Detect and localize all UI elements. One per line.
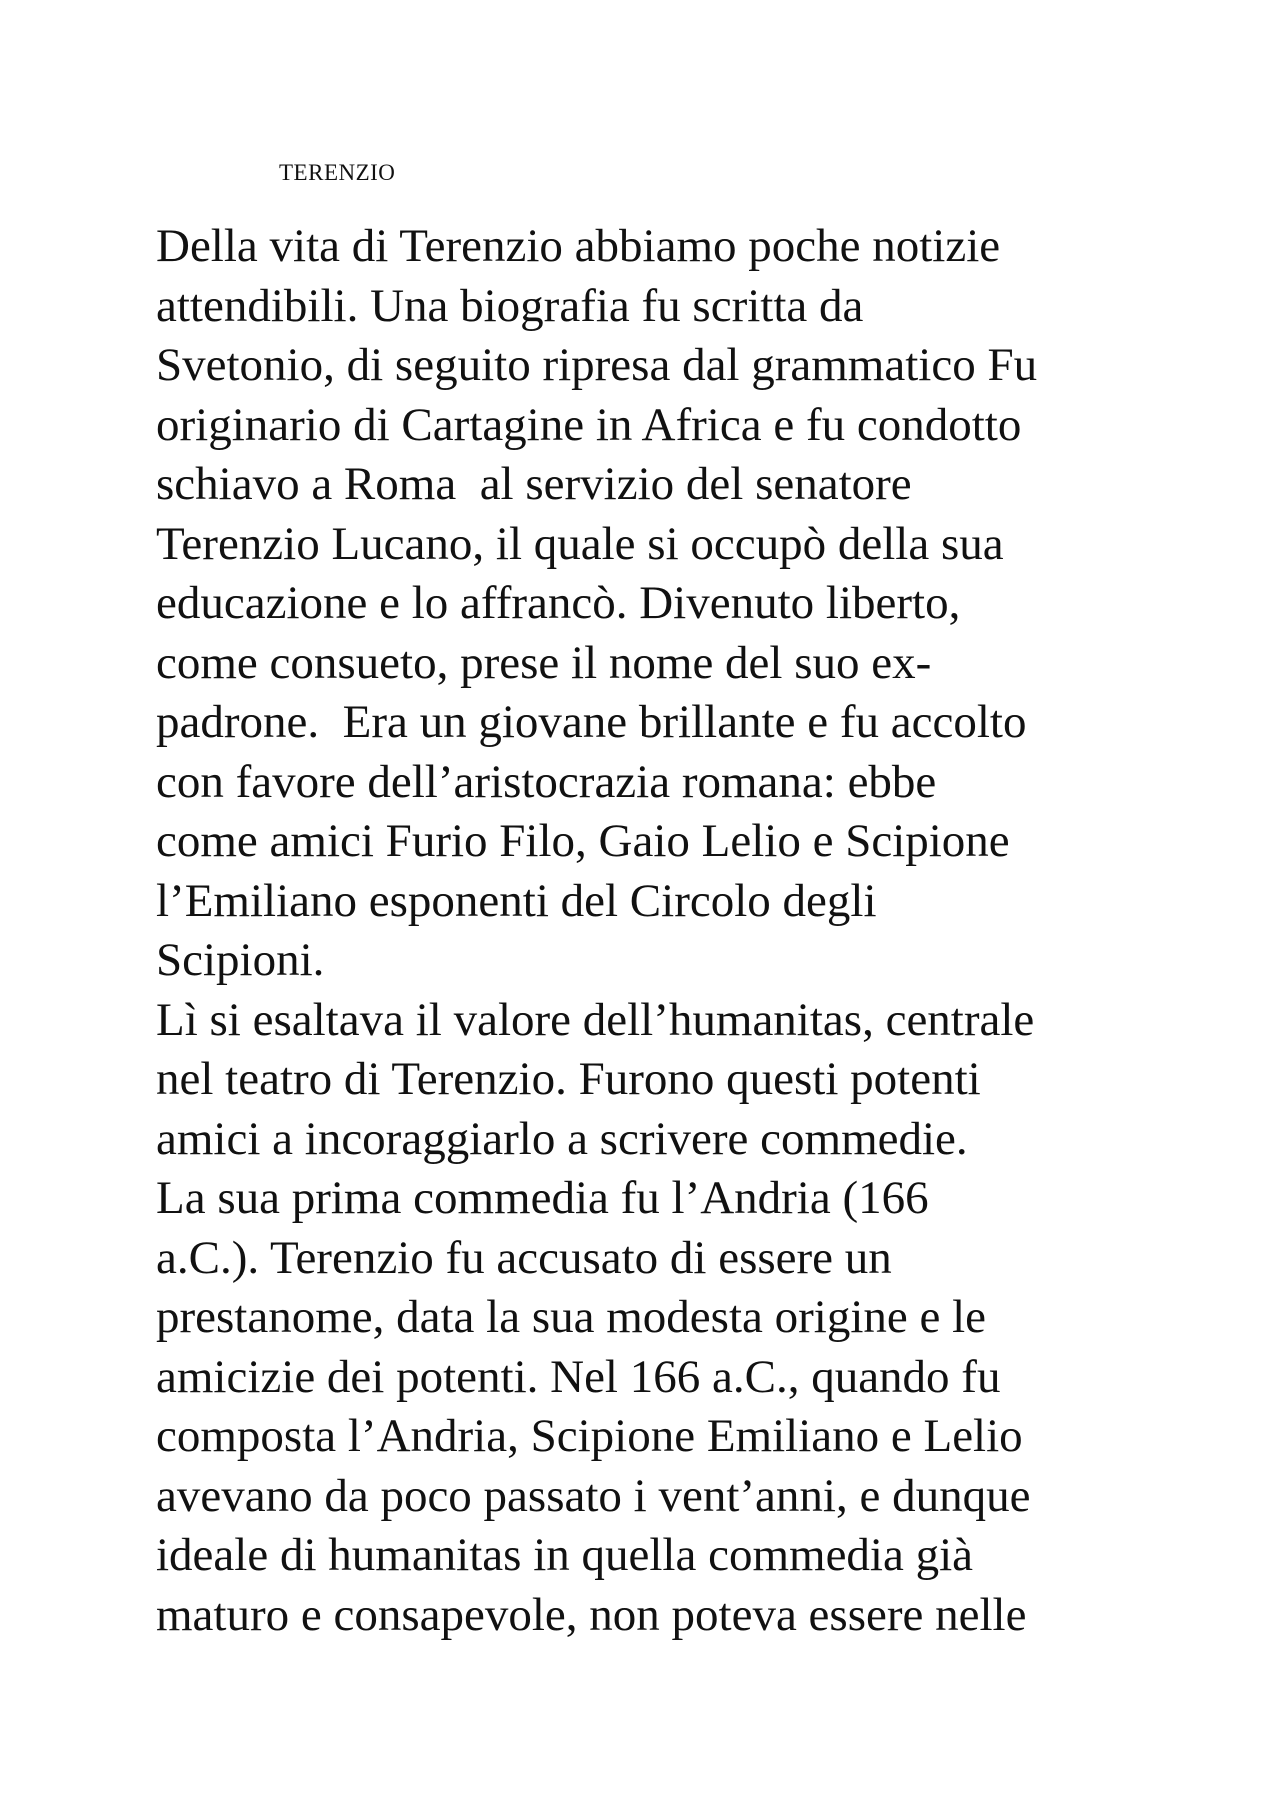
text-line: Della vita di Terenzio abbiamo poche notizie (156, 220, 1001, 272)
text-line: Lì si esaltava il valore dell’humanitas, centrale (156, 993, 1035, 1046)
text-line: come consueto, prese il nome del suo ex- (156, 636, 932, 689)
text-line: padrone. Era un giovane brillante e fu accolto (156, 696, 1027, 748)
text-line: prestanome, data la sua modesta origine e le (156, 1291, 987, 1343)
text-line: composta l’Andria, Scipione Emiliano e Lelio (156, 1410, 1023, 1462)
running-header: TERENZIO (279, 160, 396, 185)
text-line: a.C.). Terenzio fu accusato di essere un (156, 1231, 892, 1284)
text-line: educazione e lo affrancò. Divenuto liberto, (156, 577, 961, 629)
text-line: amicizie dei potenti. Nel 166 a.C., quando fu (156, 1350, 1001, 1403)
text-line: Scipioni. (156, 934, 325, 986)
text-line: nel teatro di Terenzio. Furono questi potenti (156, 1053, 981, 1105)
text-line: originario di Cartagine in Africa e fu condotto (156, 398, 1022, 451)
body-text (156, 217, 1196, 1645)
text-line: attendibili. Una biografia fu scritta da (156, 279, 864, 332)
text-line: avevano da poco passato i vent’anni, e dunque (156, 1469, 1031, 1522)
text-line: ideale di humanitas in quella commedia già (156, 1529, 974, 1581)
text-line: schiavo a Roma al servizio del senatore (156, 458, 912, 510)
text-line: con favore dell’aristocrazia romana: ebbe (156, 755, 937, 808)
text-line: La sua prima commedia fu l’Andria (166 (156, 1172, 929, 1224)
text-line: maturo e consapevole, non poteva essere nelle (156, 1588, 1027, 1641)
text-line: Svetonio, di seguito ripresa dal grammatico Fu (156, 339, 1038, 391)
text-line: come amici Furio Filo, Gaio Lelio e Scipione (156, 815, 1010, 867)
text-line: l’Emiliano esponenti del Circolo degli (156, 874, 877, 927)
text-line: amici a incoraggiarlo a scrivere commedie. (156, 1112, 968, 1165)
text-line: Terenzio Lucano, il quale si occupò della sua (156, 517, 1004, 570)
